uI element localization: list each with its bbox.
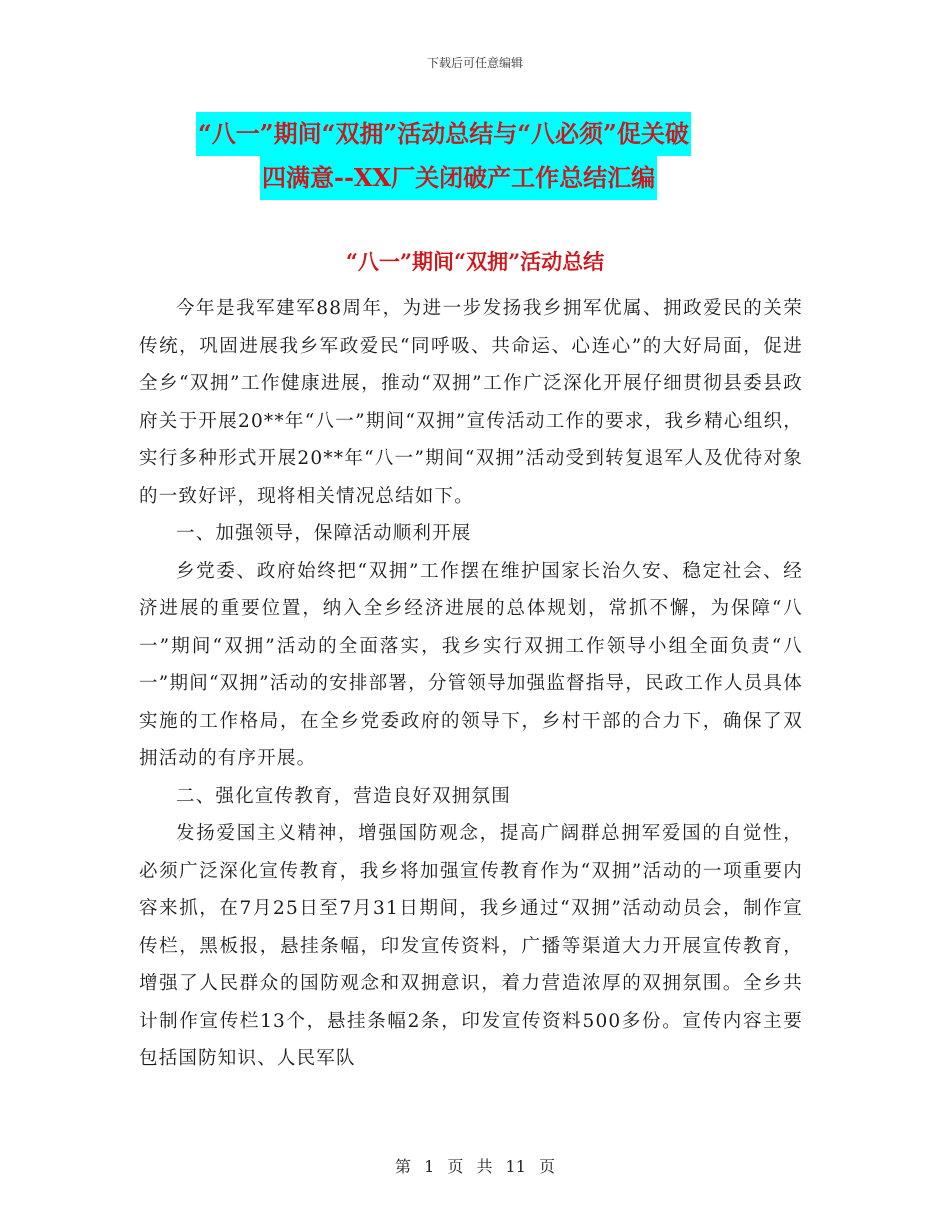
- heading-2: 二、强化宣传教育，营造良好双拥氛围: [176, 785, 511, 807]
- title-line-2: 四满意--XX厂关闭破产工作总结汇编: [260, 156, 657, 200]
- document-body: [139, 290, 803, 1078]
- title-line-1: “八一”期间“双拥”活动总结与“八必须”促关破: [196, 112, 691, 156]
- heading-1: 一、加强领导，保障活动顺利开展: [176, 523, 472, 544]
- section-title: “八一”期间“双拥”活动总结: [345, 249, 605, 274]
- page-header-note: 下载后可任意编辑: [426, 56, 523, 70]
- paragraph-1: 乡党委、政府始终把“双拥”工作摆在维护国家长治久安、稳定社会、经济进展的重要位置，纳入全乡经济进展的总体规划，常抓不懈，为保障“八一”期间“双拥”活动的全面落实，我乡实行双拥工作领导小组全面负责“八一”期间“双拥”活动的安排部署，分管领导加强监督指导，民政工作人员具体实施的工作格局，在全乡党委政府的领导下，乡村干部的合力下，确保了双拥活动的有序开展。: [139, 560, 803, 769]
- paragraph-intro: 今年是我军建军88周年，为进一步发扬我乡拥军优属、拥政爱民的关荣传统，巩固进展我乡军政爱民“同呼吸、共命运、心连心”的大好局面，促进全乡“双拥”工作健康进展，推动“双拥”工作广泛深化开展仔细贯彻县委县政府关于开展20**年“八一”期间“双拥”宣传活动工作的要求，我乡精心组织，实行多种形式开展20**年“八一”期间“双拥”活动受到转复退军人及优待对象的一致好评，现将相关情况总结如下。: [139, 298, 803, 507]
- page-footer: 第 1 页 共 11 页: [395, 1157, 555, 1176]
- paragraph-2: 发扬爱国主义精神，增强国防观念，提高广阔群总拥军爱国的自觉性，必须广泛深化宣传教育，我乡将加强宣传教育作为“双拥”活动的一项重要内容来抓，在7月25日至7月31日期间，我乡通过“双拥”活动动员会，制作宣传栏，黑板报，悬挂条幅，印发宣传资料，广播等渠道大力开展宣传教育，增强了人民群众的国防观念和双拥意识，着力营造浓厚的双拥氛围。全乡共计制作宣传栏13个，悬挂条幅2条，印发宣传资料500多份。宣传内容主要包括国防知识、人民军队: [139, 823, 803, 1069]
